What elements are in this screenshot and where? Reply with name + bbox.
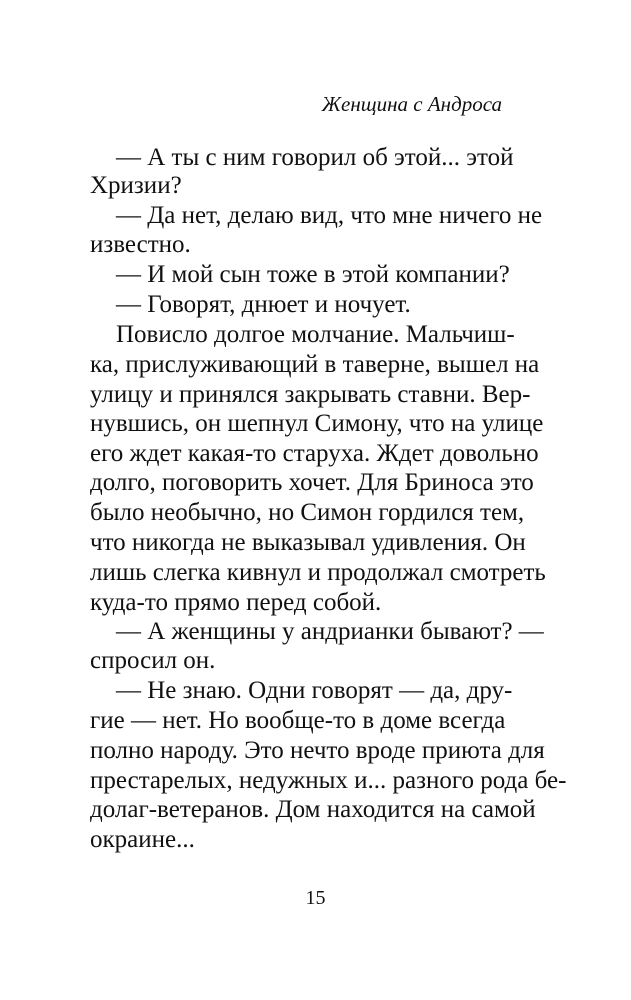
text-line: нувшись, он шепнул Симону, что на улице (90, 410, 544, 437)
text-line: долаг-ветеранов. Дом находится на самой (90, 796, 536, 823)
text-line: — А ты с ним говорил об этой... этой (116, 144, 514, 171)
text-line: его ждет какая-то старуха. Ждет довольно (90, 440, 539, 467)
text-line: куда-то прямо перед собой. (90, 589, 382, 616)
text-line: было необычно, но Симон гордился тем, (90, 499, 525, 526)
text-line: окраине... (90, 826, 195, 853)
text-line: престарелых, недужных и... разного рода бе- (90, 767, 567, 794)
running-head: Женщина с Андроса (321, 92, 502, 116)
text-line: улицу и принялся закрывать ставни. Вер- (90, 381, 531, 408)
text-line: спросил он. (90, 647, 216, 674)
text-line: — Говорят, днюет и ночует. (116, 291, 411, 318)
text-line: Хризии? (90, 172, 182, 199)
text-line: известно. (90, 231, 191, 258)
text-line: полно народу. Это нечто вроде приюта для (90, 737, 545, 764)
text-line: — И мой сын тоже в этой компании? (116, 261, 510, 288)
text-line: — А женщины у андрианки бывают? — (116, 618, 544, 645)
text-line: — Да нет, делаю вид, что мне ничего не (116, 202, 543, 229)
text-line: гие — нет. Но вообще-то в доме всегда (90, 707, 506, 734)
text-line: лишь слегка кивнул и продолжал смотреть (90, 559, 546, 586)
page-number: 15 (305, 887, 326, 909)
text-line: долго, поговорить хочет. Для Бриноса это (90, 469, 534, 496)
text-line: — Не знаю. Одни говорят — да, дру- (116, 677, 513, 704)
text-line: ка, прислуживающий в таверне, вышел на (90, 351, 540, 378)
text-line: Повисло долгое молчание. Мальчиш- (116, 321, 515, 348)
text-line: что никогда не выказывал удивления. Он (90, 529, 526, 556)
